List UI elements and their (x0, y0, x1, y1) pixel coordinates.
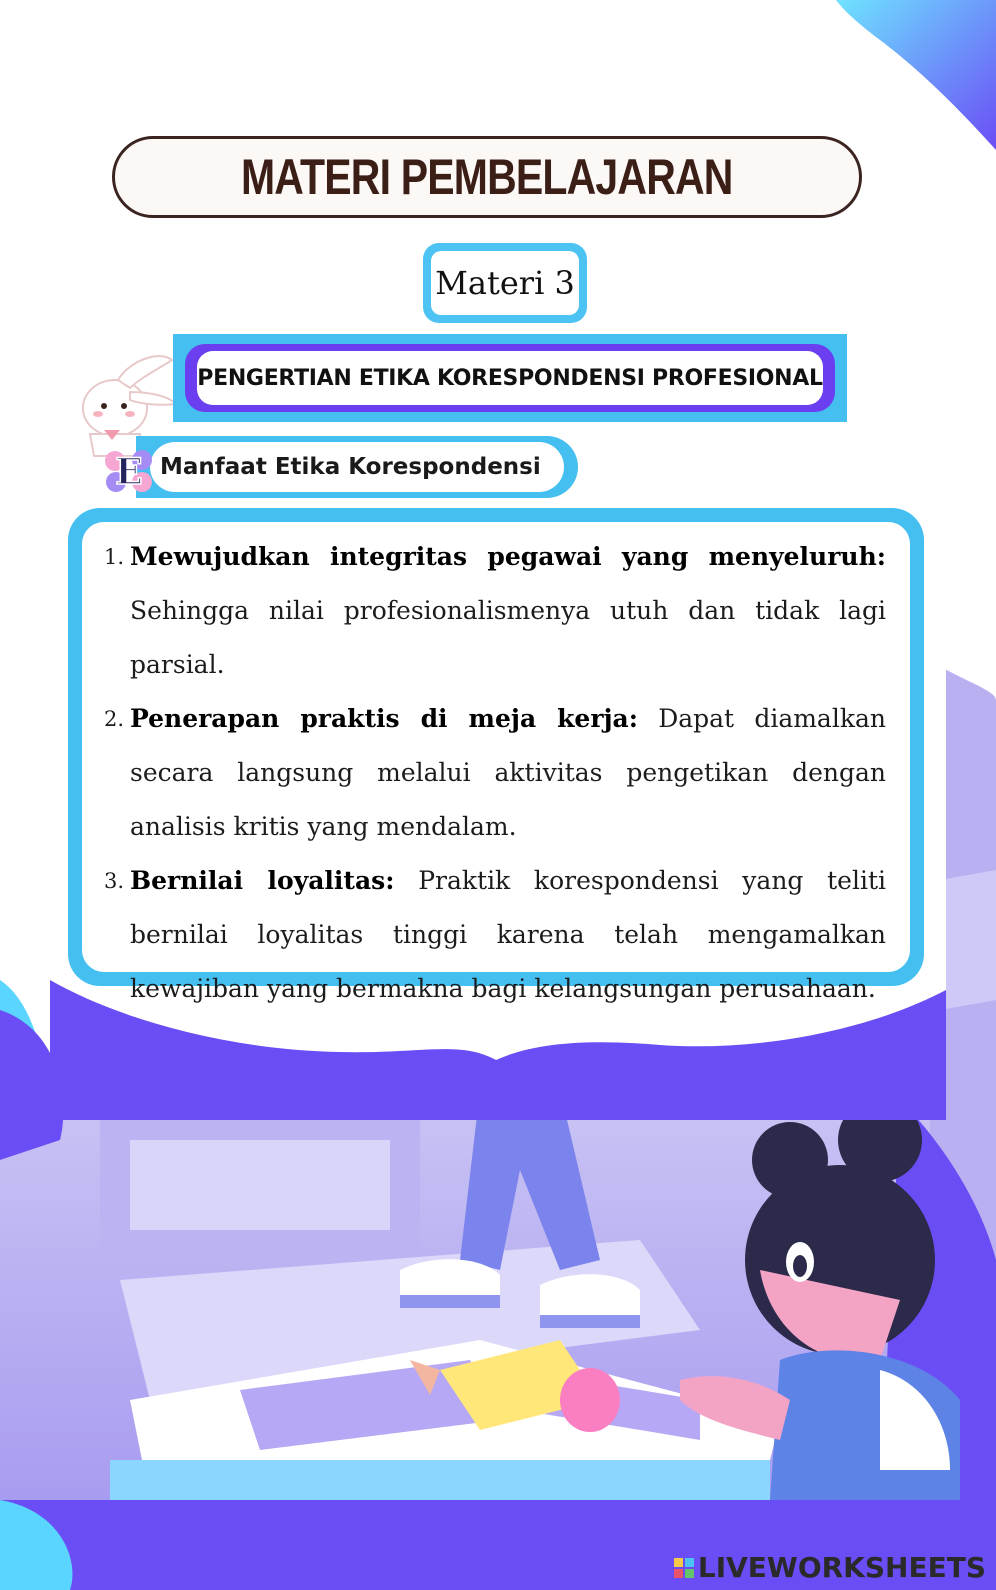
benefits-list (104, 530, 886, 1016)
list-item (104, 854, 886, 1016)
list-item-text (130, 530, 886, 692)
liveworksheets-logo[interactable] (674, 1551, 986, 1584)
list-item-heading: Mewujudkan integritas pegawai yang menyeluruh: (130, 542, 886, 571)
list-item-body: Dapat diamalkan secara langsung melalui aktivitas pengetikan dengan analisis kritis yang mendalam. (130, 704, 886, 841)
list-item-number: 3. (104, 869, 125, 893)
materi-label: Materi 3 (431, 251, 579, 315)
section-heading-pill (136, 436, 578, 498)
letter-e-badge-icon (104, 448, 154, 494)
list-item-number: 2. (104, 707, 125, 731)
topic-title: PENGERTIAN ETIKA KORESPONDENSI PROFESIONAL (197, 351, 823, 405)
section-title: Manfaat Etika Korespondensi (150, 442, 564, 492)
list-item-number: 1. (104, 545, 125, 569)
list-item-text (130, 692, 886, 854)
logo-text: LIVEWORKSHEETS (697, 1551, 986, 1584)
section-letter: E (115, 451, 143, 493)
page-title-pill (112, 136, 862, 218)
page-title: MATERI PEMBELAJARAN (241, 149, 733, 205)
list-item-heading: Bernilai loyalitas: (130, 866, 395, 895)
list-item-heading: Penerapan praktis di meja kerja: (130, 704, 638, 733)
list-item (104, 530, 886, 692)
topic-banner-frame (185, 344, 835, 412)
liveworksheets-logo-icon (674, 1558, 694, 1578)
materi-badge (423, 243, 587, 323)
topic-banner (173, 334, 847, 422)
benefits-card-body (82, 522, 910, 1003)
benefits-card (68, 508, 924, 1003)
list-item (104, 692, 886, 854)
list-item-body: Sehingga nilai profesionalismenya utuh dan tidak lagi parsial. (130, 596, 886, 679)
list-item-text (130, 854, 886, 1016)
list-item-body: Praktik korespondensi yang teliti bernilai loyalitas tinggi karena telah mengamalkan kewajiban yang bermakna bagi kelangsungan perusahaan. (130, 866, 887, 1003)
